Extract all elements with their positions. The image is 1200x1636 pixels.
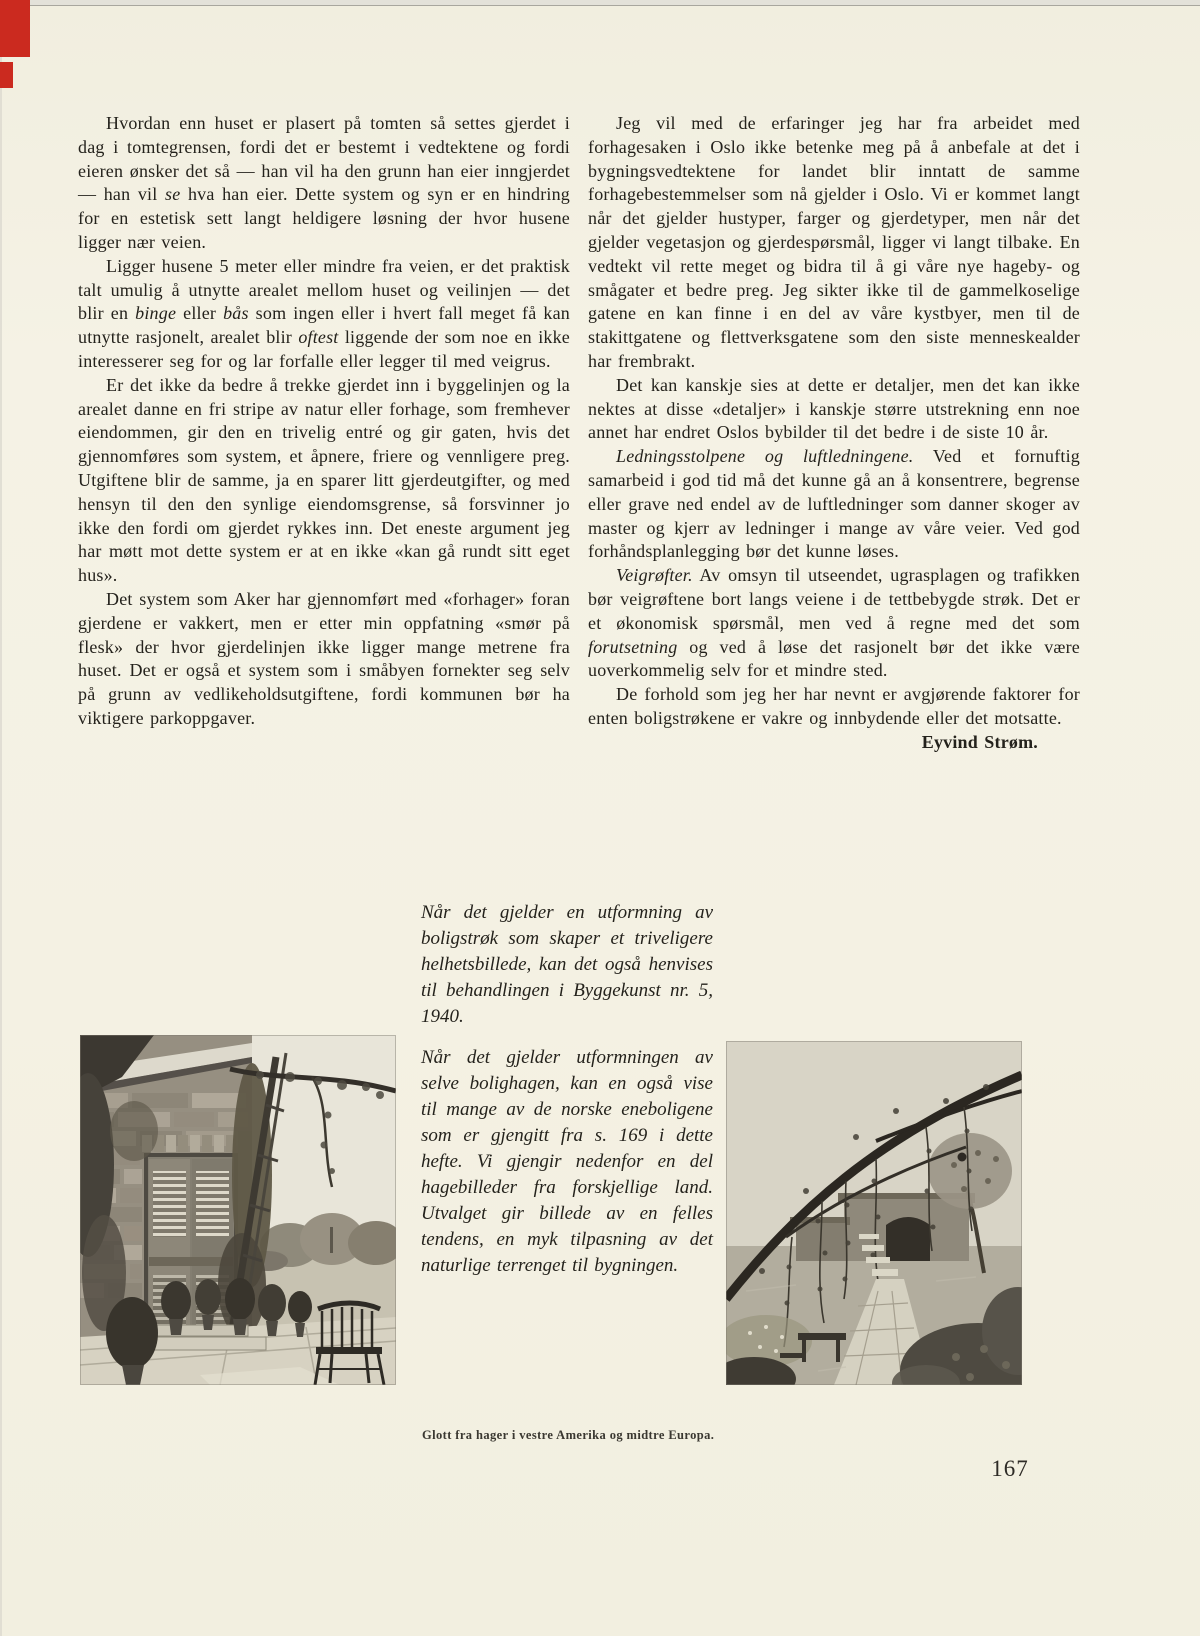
article-column-right-text xyxy=(588,112,1080,731)
editorial-note xyxy=(421,900,713,1294)
paragraph: Det kan kanskje sies at dette er detaljer, men det kan ikke nektes at disse «detaljer» i kanskje større utstrekning enn noe annet har endret Oslos bybilder til det bedre i de siste 10 år. xyxy=(588,374,1080,443)
paragraph: Er det ikke da bedre å trekke gjerdet inn i byggelinjen og la arealet danne en fri stripe av natur eller forhage, som fremhever eiendommen, gir den en trivelig entré og gir gaten, hvis det gjennomføres som system, et åpnere, friere og vennligere preg. Utgiftene blir de samme, ja en sparer litt gjerdeutgifter, og med hensyn til den den synlige eiendomsgrense, så forsvinner jo ikke den fordi om gjerdet rykkes inn. Det eneste argument jeg har møtt mot dette system er at en ikke «kan gå rundt sitt eget hus». xyxy=(78,374,570,586)
red-registration-mark-small xyxy=(0,62,13,88)
paragraph: Jeg vil med de erfaringer jeg har fra arbeidet med forhagesaken i Oslo ikke betenke meg på å anbefale at det i bygningsvedtektene for landet blir inntatt de samme forhagebestemmelser som nå gjelder i Oslo. Vi er kommet langt når det gjelder hustyper, farger og gjerdetyper, men når det gjelder vegetasjon og gjerdespørsmål, ligger vi langt tilbake. En vedtekt vil rette meget og bidra til å gi våre nye hageby- og smågater et bedre preg. Jeg sikter ikke til de gammelkoselige gatene en kan finne i en del av våre kystbyer, men til de stakittgatene og flettverksgatene som den siste menneskealder har frembrakt. xyxy=(588,113,1080,371)
paragraph: Når det gjelder utformningen av selve bolighagen, kan en også vise til mange av de norske eneboligene som er gjengitt fra s. 169 i dette hefte. Vi gjengir nedenfor en del hagebilleder fra forskjellige land. Utvalget gir billede av en felles tendens, en myk tilpasning av det naturlige terrenget til bygningen. xyxy=(421,1047,713,1276)
paragraph: De forhold som jeg her har nevnt er avgjørende faktorer for enten boligstrøkene er vakre og innbydende eller det motsatte. xyxy=(588,684,1080,728)
paragraph: Ledningsstolpene og luftledningene. Ved et fornuftig samarbeid i god tid må det kunne gå an å konsentrere, begrense eller grave ned endel av de luftledninger som danner skoger av master og kjerr av ledninger i mange av våre veier. Ved god forhåndsplanlegging bør det kunne løses. xyxy=(588,446,1080,562)
paragraph: Ligger husene 5 meter eller mindre fra veien, er det praktisk talt umulig å utnytte arealet mellom huset og veilinjen — det blir en binge eller bås som ingen eller i hvert fall meget få kan utnytte rasjonelt, arealet blir oftest liggende der som noe en ikke interesserer seg for og lar forfalle eller legger til med veigrus. xyxy=(78,255,571,371)
photo-caption: Glott fra hager i vestre Amerika og midtre Europa. xyxy=(422,1428,715,1442)
paragraph: Veigrøfter. Av omsyn til utseendet, ugrasplagen og trafikken bør veigrøftene bort langs veiene i de tettbebygde strøk. Det er et økonomisk spørsmål, men ved å regne med det som forutsetning og ved å løse det rasjonelt bør det ikke være uoverkommelig selv for et mindre sted. xyxy=(588,565,1080,681)
photo-garden-path xyxy=(726,1041,1022,1385)
scan-edge-left xyxy=(0,0,2,1636)
red-registration-mark-large xyxy=(0,0,30,57)
paragraph: Når det gjelder en utformning av boligstrøk som skaper et triveligere helhetsbillede, kan det også henvises til behandlingen i Byggekunst nr. 5, 1940. xyxy=(421,902,713,1027)
paragraph: Det system som Aker har gjennomført med «forhager» foran gjerdene er vakkert, men er etter min oppfatning «smør på flesk» der hvor gjerdelinjen ikke ligger mange metrene fra huset. Det er også et system som i småbyen fornekter seg selv på grunn av vedlikeholdsutgiftene, fordi kommunen bør ha viktigere parkoppgaver. xyxy=(78,588,570,728)
article-column-left xyxy=(78,112,570,731)
author-signature: Eyvind Strøm. xyxy=(921,731,1038,752)
page-number: 167 xyxy=(991,1456,1029,1481)
scan-edge-top xyxy=(0,0,1200,6)
photo-garden-entrance xyxy=(80,1035,396,1385)
paragraph: Hvordan enn huset er plasert på tomten så settes gjerdet i dag i tomtegrensen, fordi det er bestemt i vedtektene og fordi eieren ønsker det så — han vil ha den grunn han eier inngjerdet — han vil se hva han eier. Dette system og syn er en hindring for en estetisk sett langt heldigere løsning der hvor husene ligger nær veien. xyxy=(78,113,570,252)
article-column-right xyxy=(588,112,1080,755)
